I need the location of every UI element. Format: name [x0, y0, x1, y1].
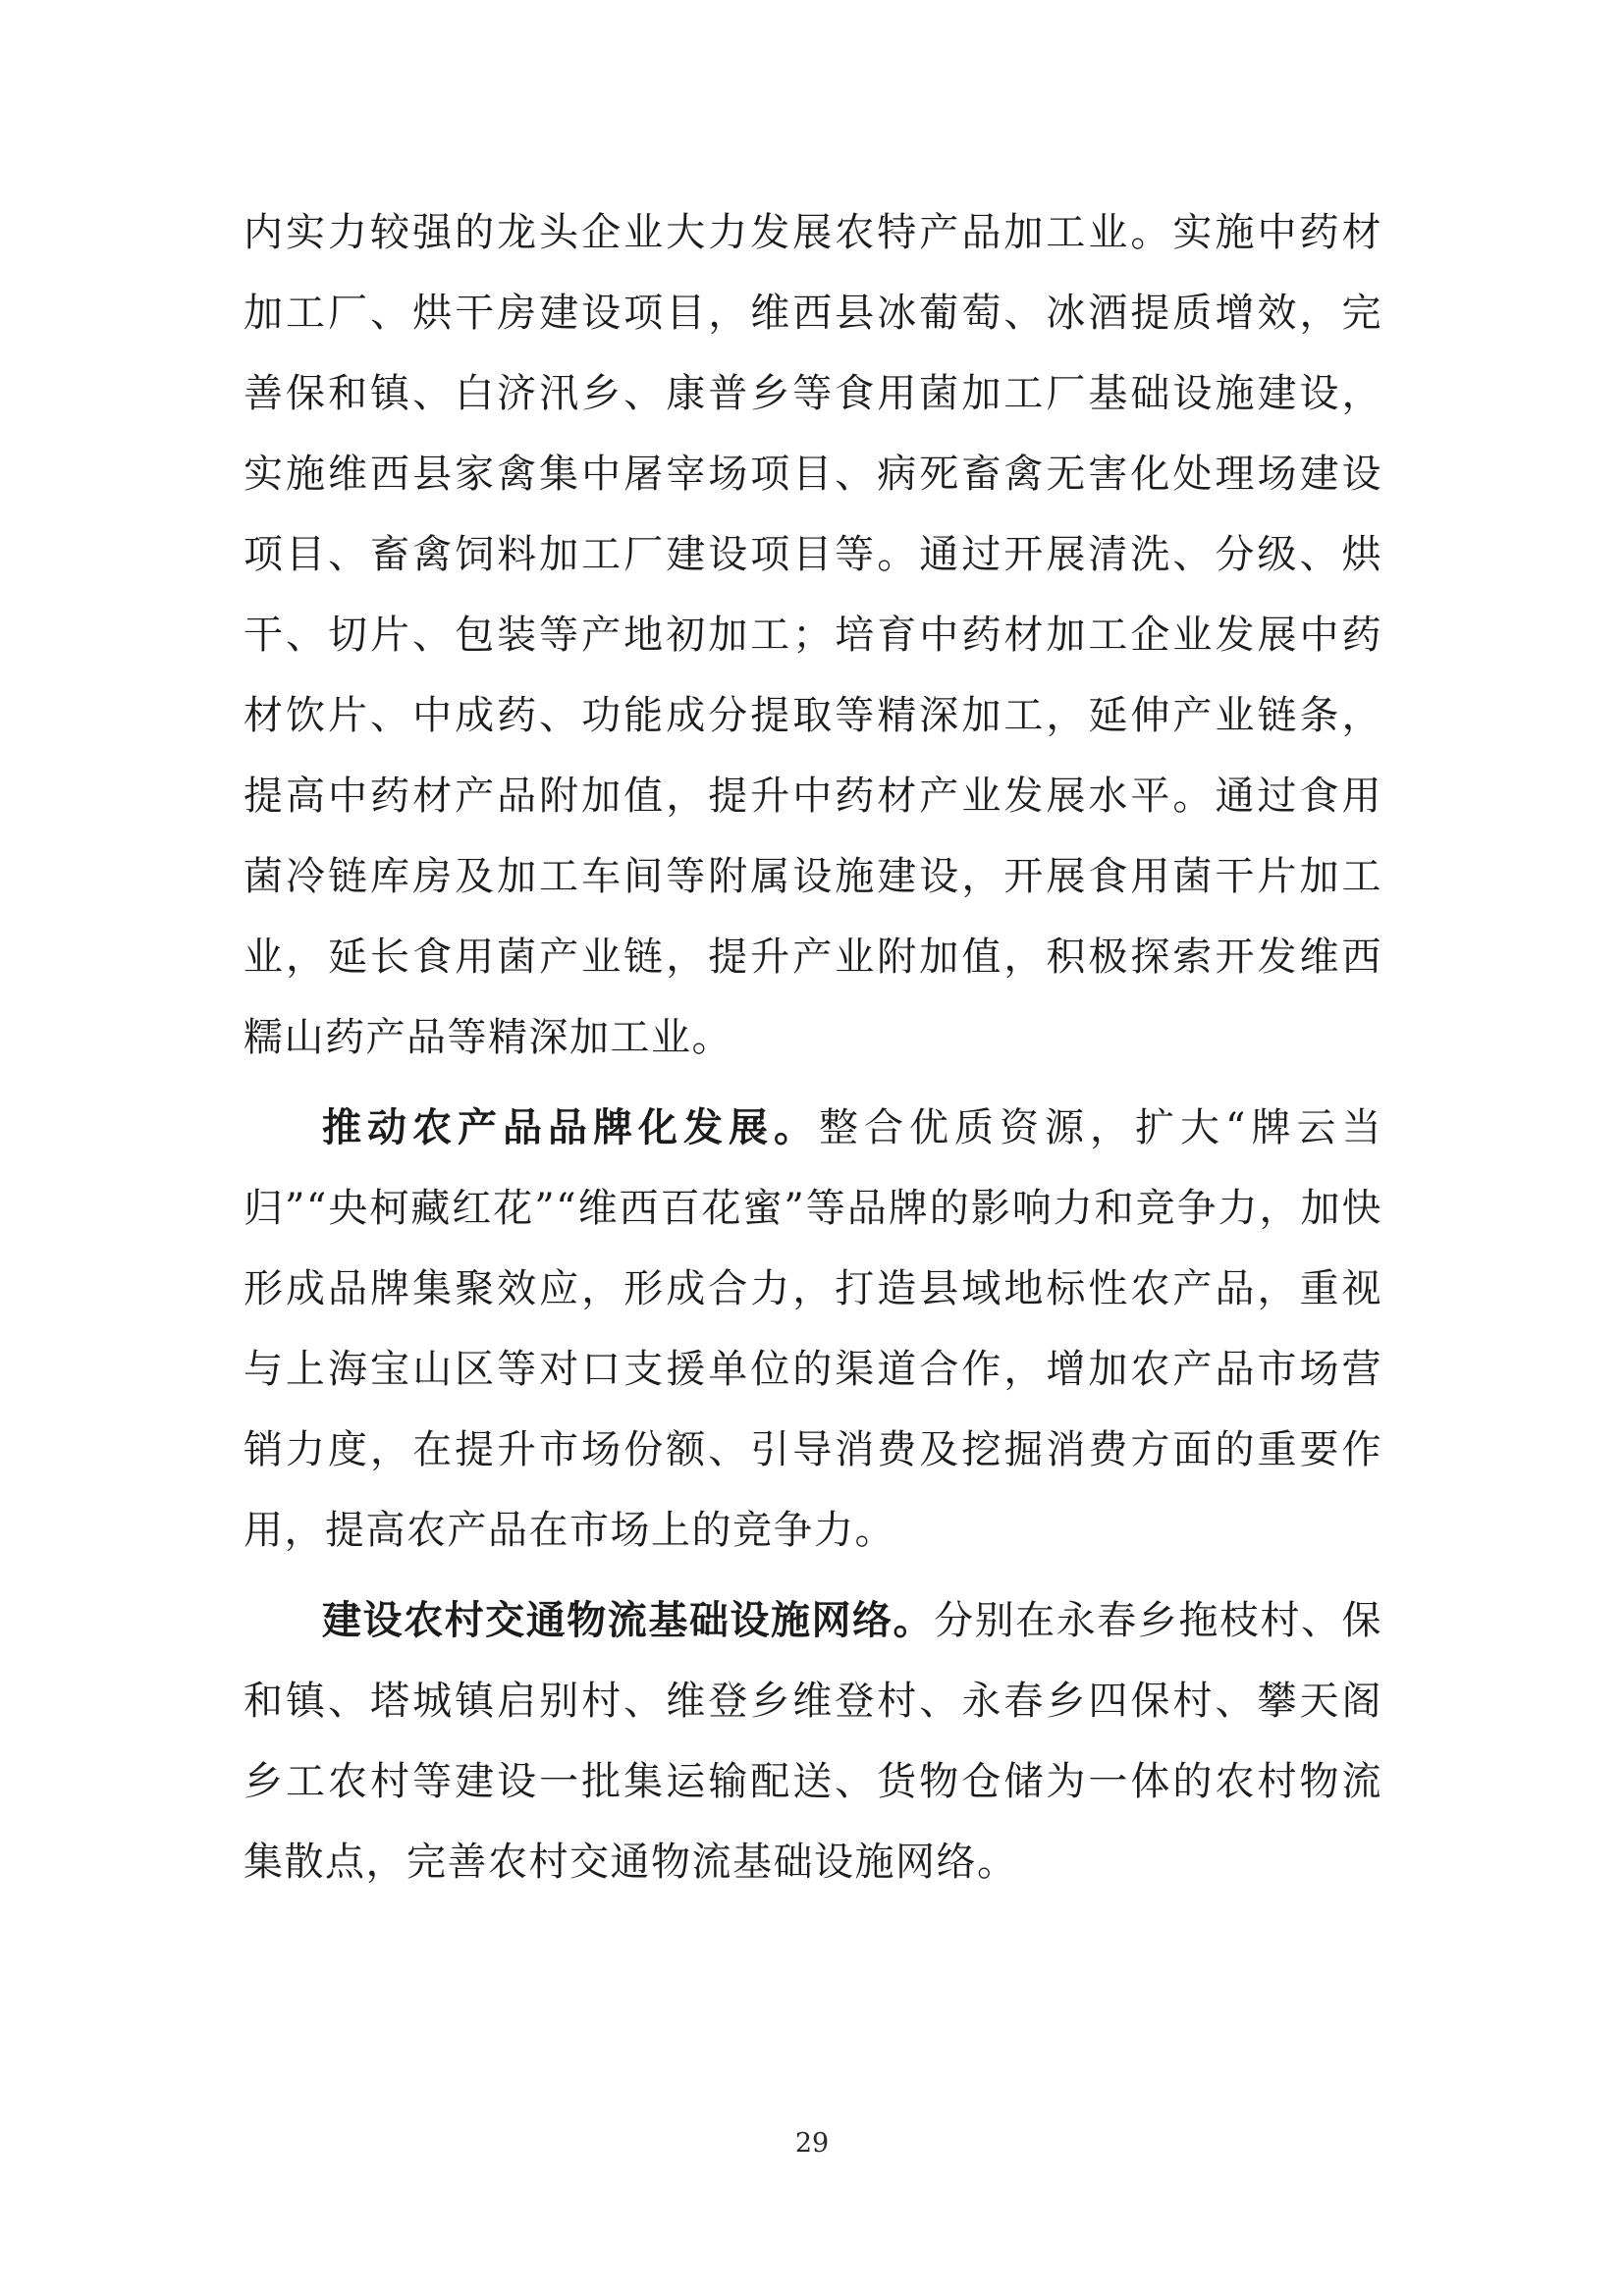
paragraph-lead: 推动农产品品牌化发展。 [322, 1104, 820, 1150]
paragraph-logistics-network [244, 1580, 1382, 1902]
page-number: 29 [794, 2128, 830, 2159]
paragraph-lead: 建设农村交通物流基础设施网络。 [322, 1597, 935, 1643]
paragraph-text: 分别在永春乡拖枝村、保和镇、塔城镇启别村、维登乡维登村、永春乡四保村、攀天阁乡工农村等建设一批集运输配送、货物仓储为一体的农村物流集散点，完善农村交通物流基础设施网络。 [244, 1598, 1383, 1885]
page-body [244, 192, 1382, 1902]
paragraph-brand-development [244, 1088, 1382, 1571]
paragraph-text: 内实力较强的龙头企业大力发展农特产品加工业。实施中药材加工厂、烘干房建设项目，维西县冰葡萄、冰酒提质增效，完善保和镇、白济汛乡、康普乡等食用菌加工厂基础设施建设，实施维西县家禽集中屠宰场项目、病死畜禽无害化处理场建设项目、畜禽饲料加工厂建设项目等。通过开展清洗、分级、烘干、切片、包装等产地初加工；培育中药材加工企业发展中药材饮片、中成药、功能成分提取等精深加工，延伸产业链条，提高中药材产品附加值，提升中药材产业发展水平。通过食用菌冷链库房及加工车间等附属设施建设，开展食用菌干片加工业，延长食用菌产业链，提升产业附加值，积极探索开发维西糯山药产品等精深加工业。 [244, 210, 1382, 1060]
paragraph-text: 整合优质资源，扩大“牌云当归”“央柯藏红花”“维西百花蜜”等品牌的影响力和竞争力，加快形成品牌集聚效应，形成合力，打造县域地标性农产品，重视与上海宝山区等对口支援单位的渠道合作，增加农产品市场营销力度，在提升市场份额、引导消费及挖掘消费方面的重要作用，提高农产品在市场上的竞争力。 [244, 1105, 1383, 1553]
paragraph-continued [244, 192, 1382, 1078]
